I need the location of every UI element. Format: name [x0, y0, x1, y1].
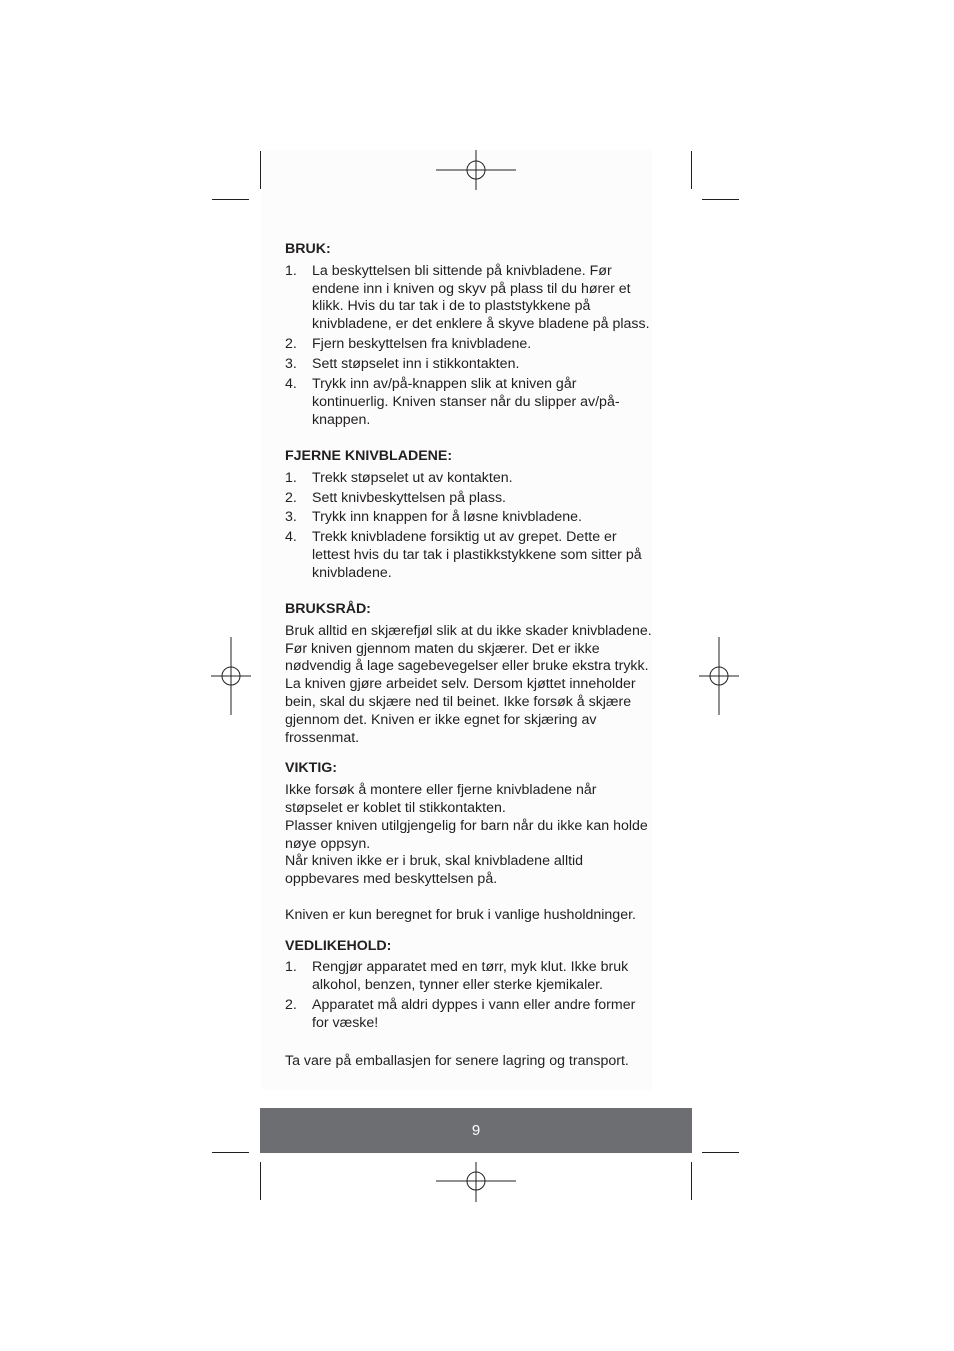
viktig-line: Plasser kniven utilgjengelig for barn når du ikke kan holde nøye oppsyn. [285, 817, 648, 852]
section-heading-fjerne-knivbladene: FJERNE KNIVBLADENE: [285, 447, 453, 464]
crop-mark-bottom-right-horizontal [702, 1152, 739, 1153]
crop-mark-top-right-vertical [691, 151, 692, 189]
list-item [285, 529, 655, 582]
section-heading-bruk: BRUK: [285, 241, 331, 257]
manual-content [285, 241, 655, 1071]
section-heading-viktig: VIKTIG: [285, 760, 338, 777]
crop-mark-bottom-left-horizontal [212, 1152, 249, 1153]
list-item [285, 490, 655, 508]
list-item [285, 959, 655, 995]
list-number: 1. [285, 959, 297, 976]
list-number: 3. [285, 356, 297, 373]
list-number: 3. [285, 509, 297, 526]
crop-mark-top-left-vertical [260, 151, 261, 189]
bruk-list [285, 263, 655, 430]
list-item [285, 376, 655, 429]
list-text: Trykk inn knappen for å løsne knivbladene. [312, 509, 582, 526]
list-text: Trekk støpselet ut av kontakten. [312, 469, 513, 486]
list-number: 2. [285, 997, 297, 1014]
list-item [285, 336, 655, 354]
list-number: 1. [285, 262, 297, 279]
crop-mark-top-left-horizontal [212, 199, 249, 200]
list-text: Rengjør apparatet med en tørr, myk klut. Ikke bruk alkohol, benzen, tynner eller sterke kjemikaler. [312, 959, 629, 994]
crop-mark-bottom-left-vertical [260, 1162, 261, 1200]
bruksrad-paragraph: Bruk alltid en skjærefjøl slik at du ikke skader knivbladene. Før kniven gjennom maten du skjærer. Det er ikke nødvendig å lage sagebevegelser eller bruke ekstra trykk. La kniven gjøre arbeidet selv. Dersom kjøttet inneholder bein, skal du skjære ned til beinet. Ikke forsøk å skjære gjennom det. Kniven er ikke egnet for skjæring av frossenmat. [285, 622, 652, 746]
list-item [285, 509, 655, 527]
viktig-line: Ikke forsøk å montere eller fjerne knivbladene når støpselet er koblet til stikkontakten. [285, 782, 597, 817]
list-number: 2. [285, 489, 297, 506]
list-text: Fjern beskyttelsen fra knivbladene. [312, 336, 532, 353]
list-text: La beskyttelsen bli sittende på knivbladene. Før endene inn i kniven og skyv på plass til du hører et klikk. Hvis du tar tak i de to plaststykkene på knivbladene, er det enklere å skyve bladene på plass. [312, 262, 650, 333]
registration-mark-right-icon [699, 637, 739, 715]
registration-mark-left-icon [211, 637, 251, 715]
list-text: Apparatet må aldri dyppes i vann eller andre former for væske! [312, 997, 636, 1031]
list-number: 1. [285, 469, 297, 486]
list-item [285, 356, 655, 374]
packaging-note: Ta vare på emballasjen for senere lagring og transport. [285, 1052, 629, 1069]
list-text: Trykk inn av/på-knappen slik at kniven går kontinuerlig. Kniven stanser når du slipper av/på-knappen. [312, 376, 620, 428]
list-number: 4. [285, 376, 297, 393]
crop-mark-top-right-horizontal [702, 199, 739, 200]
list-text: Sett knivbeskyttelsen på plass. [312, 489, 506, 506]
list-item [285, 263, 655, 334]
viktig-line: Når kniven ikke er i bruk, skal knivbladene alltid oppbevares med beskyttelsen på. [285, 853, 584, 888]
crop-mark-bottom-right-vertical [691, 1162, 692, 1200]
page-number: 9 [471, 1122, 481, 1139]
list-text: Sett støpselet inn i stikkontakten. [312, 356, 520, 373]
list-item [285, 470, 655, 488]
section-heading-bruksrad: BRUKSRÅD: [285, 601, 371, 618]
household-note: Kniven er kun beregnet for bruk i vanlige husholdninger. [285, 906, 636, 923]
list-item [285, 997, 655, 1033]
list-text: Trekk knivbladene forsiktig ut av grepet. Dette er lettest hvis du tar tak i plastikkstykkene som sitter på knivbladene. [312, 529, 642, 582]
registration-mark-bottom-icon [436, 1162, 516, 1202]
fjerne-list [285, 470, 655, 583]
list-number: 4. [285, 529, 297, 546]
page-footer-bar [260, 1108, 692, 1153]
section-heading-vedlikehold: VEDLIKEHOLD: [285, 937, 392, 954]
list-number: 2. [285, 336, 297, 353]
registration-mark-top-icon [436, 150, 516, 190]
vedlikehold-list [285, 959, 655, 1032]
